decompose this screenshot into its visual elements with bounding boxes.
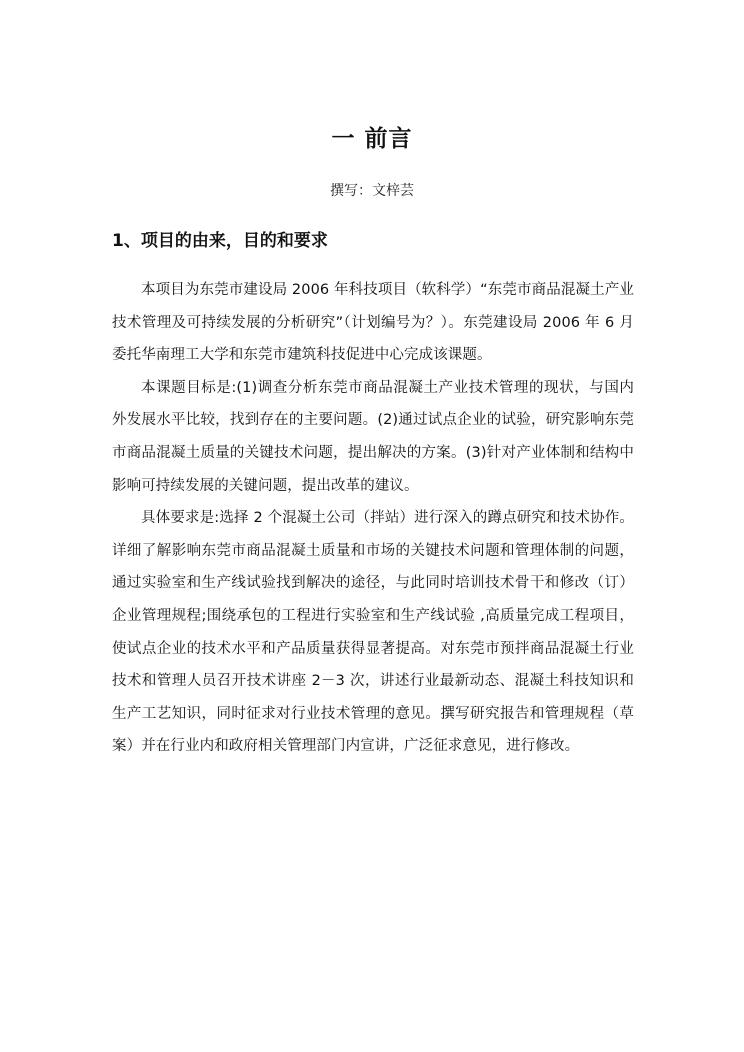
page-title: 一 前言 xyxy=(331,126,413,152)
body-text xyxy=(112,274,634,763)
section-heading: 1、项目的由来，目的和要求 xyxy=(112,231,328,251)
paragraph-1: 本项目为东莞市建设局 2006 年科技项目（软科学）“东莞市商品混凝土产业技术管理及可持续发展的分析研究”（计划编号为？）。东莞建设局 2006 年 6 月委托华南理工大学和东莞市建筑科技促进中心完成该课题。 xyxy=(112,282,634,364)
paragraph-3: 具体要求是:选择 2 个混凝土公司（拌站）进行深入的蹲点研究和技术协作。详细了解影响东莞市商品混凝土质量和市场的关键技术问题和管理体制的问题，通过实验室和生产线试验找到解决的途径，与此同时培训技术骨干和修改（订）企业管理规程;围绕承包的工程进行实验室和生产线试验 ,高质量完成工程项目，使试点企业的技术水平和产品质量获得显著提高。对东莞市预拌商品混凝土行业技术和管理人员召开技术讲座 2－3 次，讲述行业最新动态、混凝土科技知识和生产工艺知识，同时征求对行业技术管理的意见。撰写研究报告和管理规程（草案）并在行业内和政府相关管理部门内宣讲，广泛征求意见，进行修改。 xyxy=(112,510,634,755)
paragraph-2: 本课题目标是:(1)调查分析东莞市商品混凝土产业技术管理的现状，与国内外发展水平比较，找到存在的主要问题。(2)通过试点企业的试验，研究影响东莞市商品混凝土质量的关键技术问题，提出解决的方案。(3)针对产业体制和结构中影响可持续发展的关键问题，提出改革的建议。 xyxy=(112,379,634,494)
author-line: 撰写：文梓芸 xyxy=(330,183,414,199)
